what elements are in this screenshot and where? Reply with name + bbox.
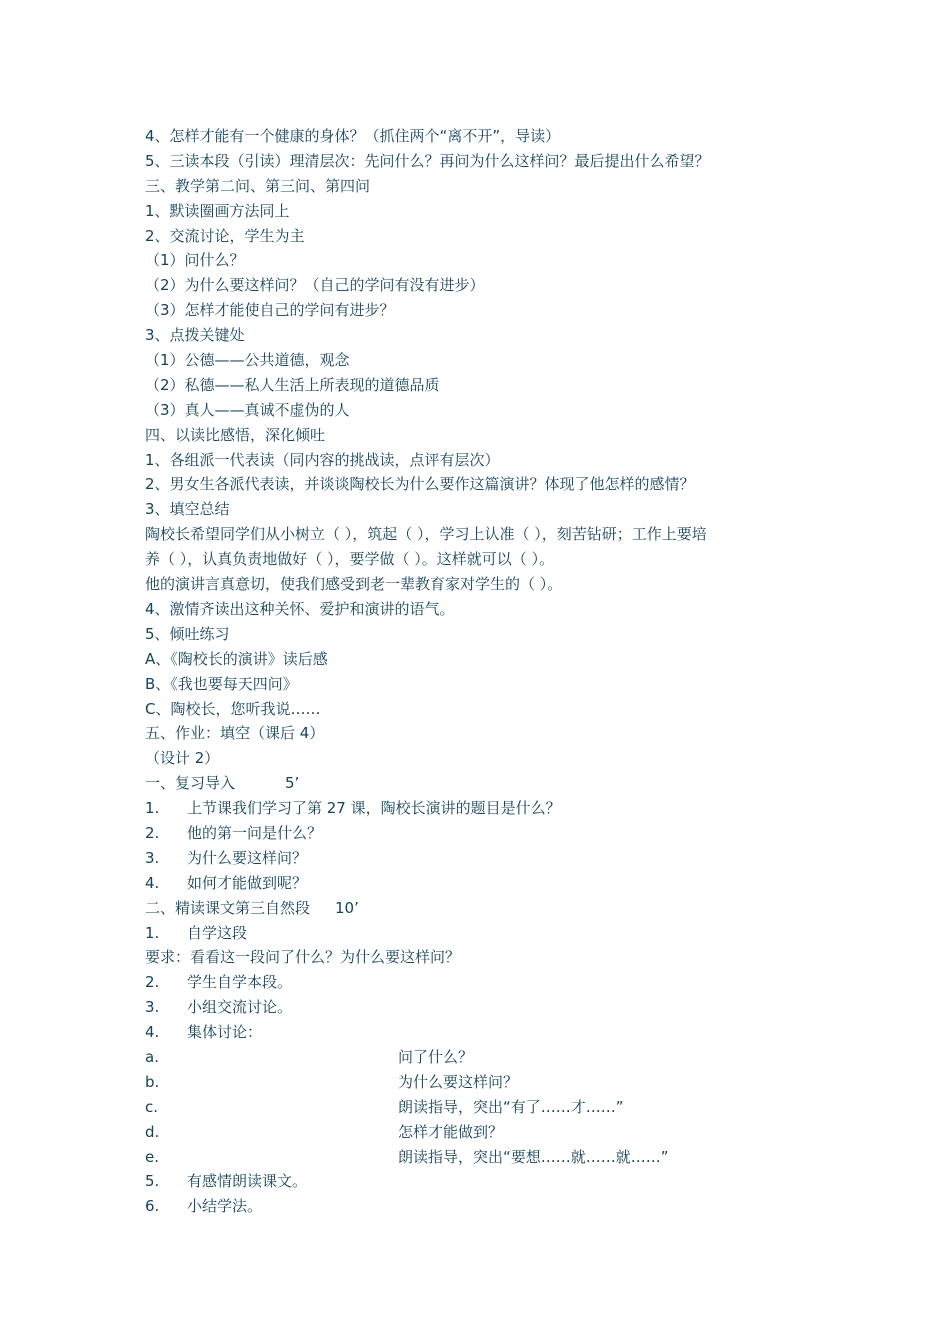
list-item — [145, 921, 815, 946]
discussion-letter: a. — [145, 1047, 159, 1066]
text-line: 4、激情齐读出这种关怀、爱护和演讲的语气。 — [145, 599, 455, 618]
list-number: 1. — [145, 799, 160, 818]
discussion-text: 为什么要这样问？ — [398, 1072, 519, 1091]
list-number: 2. — [145, 823, 160, 842]
list-text: 如何才能做到呢？ — [187, 873, 308, 892]
text-line: 2、男女生各派代表读，并谈谈陶校长为什么要作这篇演讲？体现了他怎样的感情？ — [145, 475, 695, 494]
list-item — [145, 1020, 815, 1045]
discussion-text: 朗读指导，突出“要想……就……就……” — [398, 1147, 669, 1166]
list-text: 学生自学本段。 — [187, 973, 293, 992]
list-item — [145, 846, 815, 871]
text-line: 3、点拨关键处 — [145, 326, 245, 345]
text-line: B、《我也要每天四问》 — [145, 674, 298, 693]
section-heading: 五、作业：填空（课后 4） — [145, 724, 325, 743]
section-title: 一、复习导入 — [145, 774, 236, 793]
discussion-letter: c. — [145, 1097, 159, 1116]
text-line: 1、默读圈画方法同上 — [145, 201, 290, 220]
list-item — [145, 821, 815, 846]
list-item — [145, 1169, 815, 1194]
section-time: 10’ — [335, 898, 359, 917]
text-line: （2）私德——私人生活上所表现的道德品质 — [145, 375, 440, 394]
text-line: （1）问什么？ — [145, 251, 245, 270]
discussion-item — [145, 1145, 815, 1170]
requirement-text: 要求：看看这一段问了什么？为什么要这样问？ — [145, 948, 461, 967]
text-line: （2）为什么要这样问？（自己的学问有没有进步） — [145, 276, 485, 295]
text-line: （3）真人——真诚不虚伪的人 — [145, 400, 350, 419]
text-line: 5、三读本段（引读）理清层次：先问什么？再问为什么这样问？最后提出什么希望？ — [145, 151, 710, 170]
discussion-letter: e. — [145, 1147, 159, 1166]
discussion-letter: d. — [145, 1122, 160, 1141]
list-text: 为什么要这样问？ — [187, 848, 308, 867]
text-line: 5、倾吐练习 — [145, 624, 230, 643]
section-heading: 四、以读比感悟，深化倾吐 — [145, 425, 326, 444]
document-body — [145, 124, 815, 1219]
text-line: 他的演讲言真意切，使我们感受到老一辈教育家对学生的（ ）。 — [145, 575, 563, 594]
list-text: 他的第一问是什么？ — [187, 823, 323, 842]
section-heading: 三、教学第二问、第三问、第四问 — [145, 176, 371, 195]
text-line: 3、填空总结 — [145, 500, 230, 519]
list-number: 1. — [145, 923, 160, 942]
discussion-text: 朗读指导，突出“有了……才……” — [398, 1097, 624, 1116]
discussion-item — [145, 1070, 815, 1095]
list-number: 6. — [145, 1197, 160, 1216]
text-line: 2、交流讨论，学生为主 — [145, 226, 305, 245]
section-heading — [145, 896, 815, 921]
discussion-text: 问了什么？ — [398, 1047, 474, 1066]
list-number: 5. — [145, 1172, 160, 1191]
list-text: 集体讨论： — [187, 1023, 263, 1042]
list-number: 4. — [145, 873, 160, 892]
discussion-item — [145, 1045, 815, 1070]
list-item — [145, 995, 815, 1020]
list-text: 上节课我们学习了第 27 课，陶校长演讲的题目是什么？ — [187, 799, 561, 818]
discussion-letter: b. — [145, 1072, 160, 1091]
list-text: 有感情朗读课文。 — [187, 1172, 308, 1191]
fill-blank-paragraph — [145, 522, 815, 572]
list-item — [145, 871, 815, 896]
text-line: A、《陶校长的演讲》读后感 — [145, 649, 328, 668]
list-number: 4. — [145, 1023, 160, 1042]
section-title: 二、精读课文第三自然段 — [145, 898, 311, 917]
text-line: 1、各组派一代表读（同内容的挑战读，点评有层次） — [145, 450, 500, 469]
list-item — [145, 796, 815, 821]
list-item — [145, 1194, 815, 1219]
list-number: 2. — [145, 973, 160, 992]
list-text: 小组交流讨论。 — [187, 998, 293, 1017]
list-text: 自学这段 — [187, 923, 248, 942]
section-time: 5’ — [285, 774, 300, 793]
text-line: 4、怎样才能有一个健康的身体？（抓住两个“离不开”，导读） — [145, 127, 561, 145]
list-number: 3. — [145, 848, 160, 867]
discussion-item — [145, 1095, 815, 1120]
discussion-text: 怎样才能做到？ — [398, 1122, 504, 1141]
text-line: （3）怎样才能使自己的学问有进步？ — [145, 301, 395, 320]
fill-blank-line-2: 养（ ），认真负责地做好（ ），要学做（ ）。这样就可以（ ）。 — [145, 550, 555, 569]
discussion-item — [145, 1120, 815, 1145]
text-line: C、陶校长，您听我说…… — [145, 699, 321, 718]
fill-blank-line-1: 陶校长希望同学们从小树立（ ），筑起（ ），学习上认准（ ），刻苦钻研；工作上要培 — [145, 525, 707, 544]
text-line: （1）公德——公共道德，观念 — [145, 351, 350, 370]
list-item — [145, 970, 815, 995]
section-heading — [145, 771, 815, 796]
list-text: 小结学法。 — [187, 1197, 263, 1216]
design-label: （设计 2） — [145, 749, 220, 768]
list-number: 3. — [145, 998, 160, 1017]
